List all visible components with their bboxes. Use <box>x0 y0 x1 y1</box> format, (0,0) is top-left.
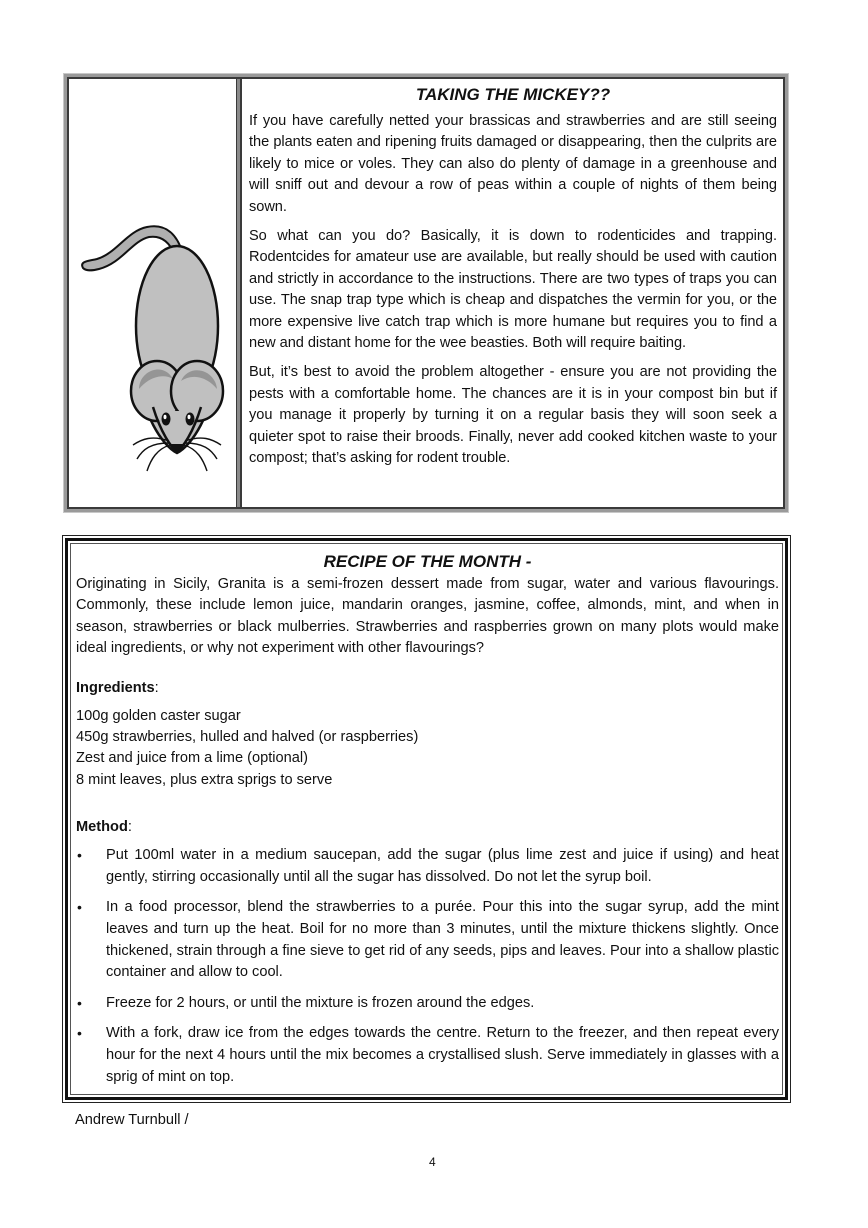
method-step <box>76 845 779 888</box>
mickey-paragraph: But, it’s best to avoid the problem altogether - ensure you are not providing the pests with a comfortable home. The chances are it is in your compost bin but if you manage it properly by turning it on a regular basis they will soon seek a quieter spot to raise their broods. Finally, never add cooked kitchen waste to your compost; that’s asking for rodent trouble. <box>249 364 777 467</box>
ingredient-item: 8 mint leaves, plus extra sprigs to serve <box>76 771 333 788</box>
page-number: 4 <box>429 1155 436 1169</box>
method-step-text: In a food processor, blend the strawberries to a purée. Pour this into the sugar syrup, add the mint leaves and turn up the heat. Boil for no more than 3 minutes, until the mixture thickens slightly. Once thickened, strain through a fine sieve to get rid of any seeds, pips and leaves. Pour into a shallow plastic container and allow to cool. <box>106 899 779 981</box>
method-step-text: Put 100ml water in a medium saucepan, add the sugar (plus lime zest and juice if using) and heat gently, stirring occasionally until all the sugar has dissolved. Do not let the syrup boil. <box>106 847 779 885</box>
method-step-text: With a fork, draw ice from the edges towards the centre. Return to the freezer, and then repeat every hour for the next 4 hours until the mix becomes a crystallised slush. Serve immediately in glasses with a sprig of mint on top. <box>106 1025 779 1085</box>
method-heading <box>76 817 779 837</box>
recipe-intro: Originating in Sicily, Granita is a semi-frozen dessert made from sugar, water and various flavourings. Commonly, these include lemon juice, mandarin oranges, jasmine, coffee, almonds, mint, and when in season, strawberries or black mulberries. Strawberries and raspberries grown on many plots would make ideal ingredients, or why not experiment with other flavourings? <box>76 576 779 657</box>
mickey-article-box <box>64 74 788 512</box>
label-colon: : <box>127 819 132 836</box>
mickey-paragraph: So what can you do? Basically, it is down to rodenticides and trapping. Rodentcides for amateur use are available, but really should be used with caution and strictly in accordance to the instructions. There are two types of traps you can use. The snap trap type which is cheap and dispatches the vermin for you, or the more expensive live catch trap which is more humane but requires you to find a new and distant home for the wee beasties. Both will require baiting. <box>249 228 777 352</box>
author-credit: Andrew Turnbull / <box>75 1112 189 1128</box>
ingredients-label: Ingredients <box>76 679 155 696</box>
ingredient-item: 100g golden caster sugar <box>76 707 241 724</box>
method-list <box>76 845 779 1088</box>
recipe-content <box>70 543 783 1095</box>
method-step-text: Freeze for 2 hours, or until the mixture is frozen around the edges. <box>106 994 535 1011</box>
ingredients-heading <box>76 678 779 698</box>
label-colon: : <box>154 679 159 696</box>
mickey-article-text <box>240 79 783 507</box>
method-step <box>76 993 779 1015</box>
ingredient-item: 450g strawberries, hulled and halved (or raspberries) <box>76 729 419 746</box>
method-label: Method <box>76 819 128 836</box>
mickey-article-title: TAKING THE MICKEY?? <box>415 85 611 104</box>
recipe-box <box>62 535 791 1103</box>
recipe-title: RECIPE OF THE MONTH - <box>323 552 532 571</box>
mickey-article-frame <box>67 77 785 509</box>
ingredients-list <box>76 706 779 792</box>
method-step <box>76 1023 779 1088</box>
recipe-box-frame <box>65 538 788 1100</box>
method-step <box>76 897 779 983</box>
bullet-icon: • <box>77 1025 82 1042</box>
bullet-icon: • <box>77 899 82 916</box>
bullet-icon: • <box>77 994 82 1011</box>
ingredient-item: Zest and juice from a lime (optional) <box>76 750 308 767</box>
bullet-icon: • <box>77 847 82 864</box>
mickey-paragraph: If you have carefully netted your brassicas and strawberries and are still seeing the plants eaten and ripening fruits damaged or disappearing, then the culprits are likely to mice or voles. They can also do plenty of damage in a greenhouse and will sniff out and devour a row of peas within a couple of nights of them being sown. <box>249 113 777 215</box>
mouse-illustration-icon <box>77 211 227 496</box>
mouse-image-cell <box>69 79 240 507</box>
